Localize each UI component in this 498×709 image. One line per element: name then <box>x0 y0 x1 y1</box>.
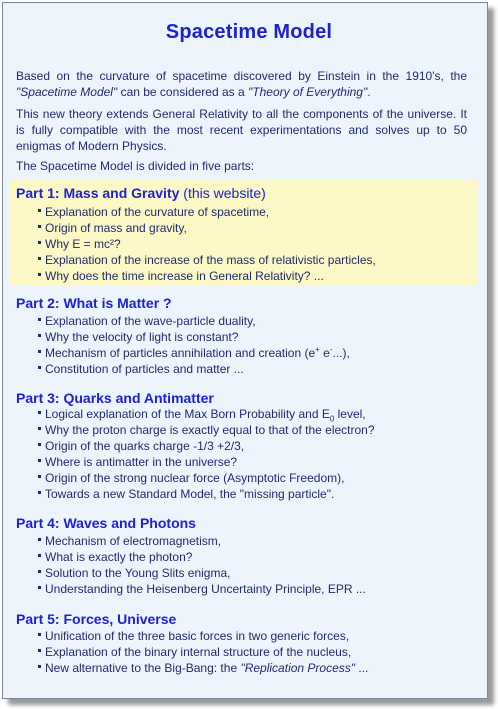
list-item: Constitution of particles and matter ... <box>38 361 350 377</box>
list-item: Why does the time increase in General Relativity? ... <box>38 268 376 284</box>
part-note: (this website) <box>179 185 266 201</box>
list-item <box>38 345 350 361</box>
list-item: Explanation of the increase of the mass of relativistic particles, <box>38 252 376 268</box>
list-item-emphasis: "Replication Process" <box>240 661 356 675</box>
part-title-text: Part 1: Mass and Gravity <box>16 185 180 201</box>
list-item-text: Logical explanation of the Max Born Probability and E <box>45 407 330 421</box>
part-4-list <box>38 533 366 597</box>
list-item: Explanation of the curvature of spacetime, <box>38 204 376 220</box>
intro-paragraph-1 <box>16 68 467 100</box>
part-5-title: Part 5: Forces, Universe <box>16 611 177 627</box>
list-item-text: Mechanism of particles annihilation and creation (e <box>45 346 316 360</box>
part-4-title: Part 4: Waves and Photons <box>16 515 196 531</box>
list-item: Unification of the three basic forces in two generic forces, <box>38 628 368 644</box>
part-5-list <box>38 628 368 676</box>
intro-emphasis: "Spacetime Model" <box>16 85 118 99</box>
part-2-title: Part 2: What is Matter ? <box>16 295 172 311</box>
list-item: Explanation of the binary internal structure of the nucleus, <box>38 644 368 660</box>
intro-text: can be considered as a <box>117 85 248 99</box>
subscript: 0 <box>329 414 335 424</box>
list-item: Towards a new Standard Model, the "missing particle". <box>38 486 375 502</box>
list-item: Why E = mc²? <box>38 236 376 252</box>
list-item: Origin of the quarks charge -1/3 +2/3, <box>38 438 375 454</box>
intro-emphasis: "Theory of Everything" <box>248 85 368 99</box>
part-3-list <box>38 406 375 502</box>
intro-paragraph-3: The Spacetime Model is divided in five parts: <box>16 159 255 173</box>
list-item-text: ...), <box>332 346 350 360</box>
list-item-text: e <box>319 346 330 360</box>
list-item: Solution to the Young Slits enigma, <box>38 565 366 581</box>
superscript: - <box>329 345 333 354</box>
list-item: Explanation of the wave-particle duality, <box>38 313 350 329</box>
part-2-list <box>38 313 350 377</box>
intro-text: Based on the curvature of spacetime discovered by Einstein in the 1910's, the <box>16 69 467 83</box>
part-1-title <box>16 185 266 201</box>
list-item: Understanding the Heisenberg Uncertainty Principle, EPR ... <box>38 581 366 597</box>
page-title: Spacetime Model <box>165 21 333 43</box>
list-item-text: ... <box>355 661 369 675</box>
list-item: Why the proton charge is exactly equal to that of the electron? <box>38 422 375 438</box>
list-item-text: New alternative to the Big-Bang: the <box>45 661 241 675</box>
part-3-title: Part 3: Quarks and Antimatter <box>16 390 214 406</box>
list-item <box>38 660 368 676</box>
list-item: What is exactly the photon? <box>38 549 366 565</box>
list-item: Why the velocity of light is constant? <box>38 329 350 345</box>
list-item <box>38 406 375 422</box>
list-item: Where is antimatter in the universe? <box>38 454 375 470</box>
list-item: Mechanism of electromagnetism, <box>38 533 366 549</box>
superscript: + <box>315 345 320 354</box>
list-item-text: level, <box>334 407 366 421</box>
list-item: Origin of the strong nuclear force (Asymptotic Freedom), <box>38 470 375 486</box>
intro-text: . <box>367 85 371 99</box>
list-item: Origin of mass and gravity, <box>38 220 376 236</box>
intro-paragraph-2: This new theory extends General Relativity to all the components of the universe. It is fully compatible with the most recent experimentations and solves up to 50 enigmas of Modern Physics. <box>16 107 467 153</box>
part-1-list <box>38 204 376 284</box>
